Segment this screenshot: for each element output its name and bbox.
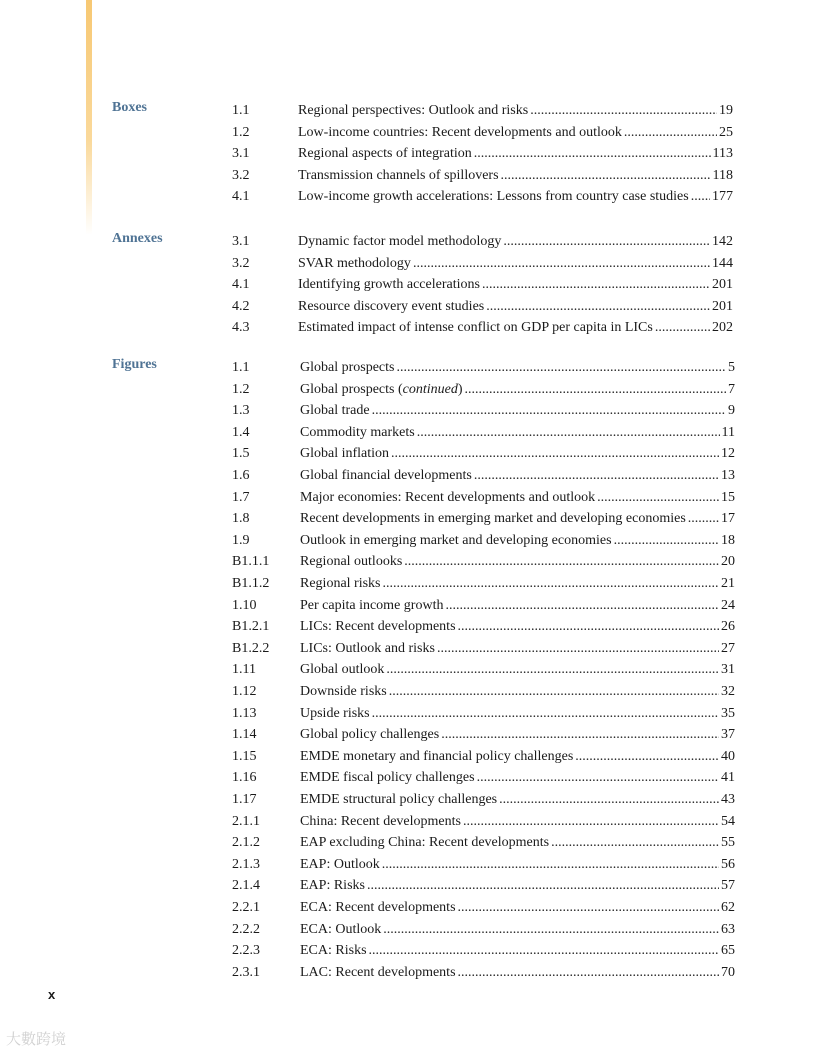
entry-number: 1.12 — [232, 684, 257, 699]
entry-page: 24 — [721, 597, 735, 613]
section-title-figures: Figures — [112, 357, 157, 372]
entry-number: 4.1 — [232, 277, 250, 293]
page-number: x — [48, 987, 56, 1002]
entry-title: Low-income growth accelerations: Lessons from country case studies — [298, 189, 689, 205]
toc-entry[interactable] — [0, 379, 816, 401]
dot-leader — [391, 443, 719, 465]
entry-title: EMDE monetary and financial policy challenges — [300, 748, 574, 764]
entry-page: 113 — [712, 146, 733, 162]
entry-title-row — [300, 940, 735, 962]
entry-title-row — [300, 681, 735, 703]
dot-leader — [688, 508, 719, 530]
entry-title-row — [298, 296, 733, 318]
entry-title-row — [300, 595, 735, 617]
entry-number: 1.1 — [232, 360, 250, 375]
entry-title: LICs: Outlook and risks — [300, 640, 435, 656]
entry-title-row — [300, 962, 735, 984]
entry-number: B1.2.2 — [232, 640, 270, 656]
entry-page: 63 — [721, 921, 735, 937]
entry-page: 41 — [721, 770, 735, 786]
dot-leader — [413, 253, 710, 275]
dot-leader — [477, 767, 719, 789]
toc-entry[interactable] — [0, 962, 816, 984]
dot-leader — [417, 422, 720, 444]
dot-leader — [486, 296, 710, 318]
toc-entry[interactable] — [0, 186, 816, 208]
entry-title: Resource discovery event studies — [298, 298, 485, 314]
entry-title-row — [298, 253, 733, 275]
entry-title: Regional aspects of integration — [298, 146, 472, 162]
dot-leader — [691, 186, 710, 208]
entry-title: Transmission channels of spillovers — [298, 167, 499, 183]
entry-title: ECA: Recent developments — [300, 900, 456, 915]
entry-title: Global inflation — [300, 446, 390, 462]
dot-leader — [655, 317, 710, 339]
entry-title: Estimated impact of intense conflict on GDP per capita in LICs — [298, 320, 653, 336]
entry-page: 40 — [721, 748, 735, 764]
entry-number: 1.11 — [232, 662, 256, 678]
entry-title: Recent developments in emerging market and developing economies — [300, 511, 686, 527]
toc-entry[interactable] — [0, 122, 816, 144]
toc-entry[interactable] — [0, 811, 816, 833]
dot-leader — [383, 919, 719, 941]
entry-title: ECA: Risks — [300, 943, 367, 959]
entry-title: Regional outlooks — [300, 554, 403, 570]
entry-page: 70 — [721, 964, 735, 980]
entry-number: 1.15 — [232, 748, 257, 764]
entry-number: 2.1.4 — [232, 878, 260, 894]
entry-title: Per capita income growth — [300, 597, 444, 613]
toc-entry[interactable] — [0, 253, 816, 275]
dot-leader — [575, 746, 719, 768]
entry-number: 1.16 — [232, 770, 257, 786]
entry-number: 4.3 — [232, 320, 250, 336]
entry-number: 4.2 — [232, 298, 250, 314]
toc-entry[interactable] — [0, 724, 816, 746]
toc-entry[interactable] — [0, 551, 816, 573]
entry-title: SVAR methodology — [298, 255, 411, 271]
entry-title-row — [298, 122, 733, 144]
dot-leader — [463, 811, 719, 833]
toc-entry[interactable] — [0, 897, 816, 919]
entry-number: 3.2 — [232, 167, 250, 183]
entry-title-row — [300, 357, 735, 379]
entry-number: 1.2 — [232, 124, 250, 140]
toc-entry[interactable] — [0, 143, 816, 165]
entry-title: EMDE fiscal policy challenges — [300, 770, 475, 786]
toc-entry[interactable] — [0, 231, 816, 253]
entry-title-row — [298, 143, 733, 165]
dot-leader — [372, 400, 726, 422]
entry-title-row — [300, 897, 735, 919]
entry-title-row — [298, 165, 733, 187]
toc-entry[interactable] — [0, 659, 816, 681]
toc-entry[interactable] — [0, 165, 816, 187]
entry-page: 142 — [712, 234, 733, 249]
entry-title-row — [298, 317, 733, 339]
entry-number: 1.1 — [232, 103, 250, 118]
entry-title-row — [300, 789, 735, 811]
entry-page: 21 — [721, 576, 735, 591]
entry-title-row — [300, 422, 735, 444]
entry-number: 1.17 — [232, 792, 257, 807]
entry-title: Global trade — [300, 403, 370, 419]
entry-title-row — [300, 703, 735, 725]
entry-page: 32 — [721, 684, 735, 699]
entry-title-row — [300, 530, 735, 552]
entry-title: ECA: Outlook — [300, 921, 382, 937]
entry-page: 54 — [721, 813, 735, 829]
entry-number: 2.3.1 — [232, 964, 260, 980]
entry-page: 9 — [728, 403, 735, 419]
entry-title-row — [300, 659, 735, 681]
entry-number: 1.3 — [232, 403, 250, 419]
entry-title-row — [300, 551, 735, 573]
entry-title-row — [300, 638, 735, 660]
toc-entry[interactable] — [0, 296, 816, 318]
dot-leader — [437, 638, 719, 660]
toc-entry[interactable] — [0, 100, 816, 122]
entry-page: 5 — [728, 360, 735, 375]
entry-page: 27 — [721, 640, 735, 656]
entry-title: Identifying growth accelerations — [298, 277, 480, 293]
entry-number: 2.1.3 — [232, 856, 260, 872]
entry-title-row — [300, 487, 735, 509]
dot-leader — [499, 789, 719, 811]
entry-number: 1.2 — [232, 381, 250, 397]
entry-title-row — [300, 875, 735, 897]
entry-title: LAC: Recent developments — [300, 964, 456, 980]
entry-page: 144 — [712, 255, 733, 271]
toc-entry[interactable] — [0, 767, 816, 789]
dot-leader — [465, 379, 726, 401]
entry-title: Regional perspectives: Outlook and risks — [298, 103, 529, 118]
entry-page: 201 — [712, 277, 733, 293]
entry-page: 19 — [719, 103, 733, 118]
entry-number: 2.2.1 — [232, 900, 260, 915]
entry-title-row — [298, 231, 733, 253]
entry-title-row — [300, 443, 735, 465]
entry-number: 1.9 — [232, 532, 250, 548]
entry-title-row — [300, 724, 735, 746]
entry-title-row — [300, 508, 735, 530]
entry-title: Global prospects (continued) — [300, 381, 463, 397]
toc-entry[interactable] — [0, 400, 816, 422]
dot-leader — [624, 122, 717, 144]
entry-page: 118 — [712, 167, 733, 183]
toc-entry[interactable] — [0, 919, 816, 941]
entry-page: 201 — [712, 298, 733, 314]
entry-title: Global policy challenges — [300, 727, 440, 743]
entry-page: 18 — [721, 532, 735, 548]
entry-title: EAP: Outlook — [300, 856, 380, 872]
dot-leader — [458, 616, 719, 638]
entry-page: 55 — [721, 835, 735, 851]
entry-title: Global financial developments — [300, 468, 472, 483]
entry-title-row — [300, 465, 735, 487]
dot-leader — [551, 832, 719, 854]
entry-title-row — [300, 400, 735, 422]
toc-entry[interactable] — [0, 832, 816, 854]
entry-title: EAP excluding China: Recent developments — [300, 835, 550, 851]
entry-title-row — [300, 746, 735, 768]
entry-page: 15 — [721, 489, 735, 505]
entry-number: 1.10 — [232, 597, 257, 613]
dot-leader — [445, 595, 719, 617]
entry-page: 62 — [721, 900, 735, 915]
toc-entry[interactable] — [0, 595, 816, 617]
entry-page: 17 — [721, 511, 735, 527]
entry-title: EAP: Risks — [300, 878, 365, 894]
entry-title-row — [300, 573, 735, 595]
entry-title: Commodity markets — [300, 424, 415, 440]
dot-leader — [367, 875, 719, 897]
entry-number: 1.6 — [232, 468, 250, 483]
entry-page: 31 — [721, 662, 735, 678]
entry-title-row — [300, 832, 735, 854]
entry-number: 2.1.1 — [232, 813, 260, 829]
entry-page: 37 — [721, 727, 735, 743]
entry-title: Outlook in emerging market and developing economies — [300, 532, 612, 548]
entry-title: Downside risks — [300, 684, 387, 699]
entry-number: B1.2.1 — [232, 619, 270, 635]
entry-title-row — [298, 274, 733, 296]
dot-leader — [389, 681, 719, 703]
dot-leader — [396, 357, 726, 379]
toc-entry[interactable] — [0, 746, 816, 768]
entry-page: 11 — [721, 424, 735, 440]
toc-entry[interactable] — [0, 703, 816, 725]
entry-title-row — [300, 379, 735, 401]
dot-leader — [614, 530, 719, 552]
section-title-annexes: Annexes — [112, 231, 163, 246]
toc-entry[interactable] — [0, 274, 816, 296]
entry-title: LICs: Recent developments — [300, 619, 456, 635]
dot-leader — [382, 854, 719, 876]
entry-number: 3.2 — [232, 255, 250, 271]
toc-entry[interactable] — [0, 875, 816, 897]
entry-number: 3.1 — [232, 234, 250, 249]
dot-leader — [474, 465, 719, 487]
dot-leader — [372, 703, 719, 725]
dot-leader — [441, 724, 719, 746]
entry-title-row — [298, 186, 733, 208]
dot-leader — [369, 940, 719, 962]
entry-number: 1.14 — [232, 727, 257, 743]
dot-leader — [458, 962, 719, 984]
entry-number: 1.13 — [232, 705, 257, 721]
entry-page: 12 — [721, 446, 735, 462]
entry-page: 57 — [721, 878, 735, 894]
entry-page: 20 — [721, 554, 735, 570]
entry-number: B1.1.2 — [232, 576, 270, 591]
entry-number: B1.1.1 — [232, 554, 270, 570]
entry-page: 26 — [721, 619, 735, 635]
dot-leader — [386, 659, 719, 681]
entry-title: China: Recent developments — [300, 813, 461, 829]
entry-number: 1.8 — [232, 511, 250, 527]
entry-number: 2.1.2 — [232, 835, 260, 851]
toc-entry[interactable] — [0, 940, 816, 962]
toc-entry[interactable] — [0, 357, 816, 379]
section-title-boxes: Boxes — [112, 100, 147, 115]
dot-leader — [383, 573, 720, 595]
entry-title: EMDE structural policy challenges — [300, 792, 498, 807]
entry-title-row — [300, 854, 735, 876]
entry-title-row — [298, 100, 733, 122]
entry-number: 3.1 — [232, 146, 250, 162]
entry-title: Dynamic factor model methodology — [298, 234, 502, 249]
entry-title-row — [300, 811, 735, 833]
entry-page: 56 — [721, 856, 735, 872]
entry-title-row — [300, 919, 735, 941]
entry-number: 1.5 — [232, 446, 250, 462]
entry-page: 202 — [712, 320, 733, 336]
entry-page: 35 — [721, 705, 735, 721]
toc-entry[interactable] — [0, 573, 816, 595]
entry-title: Upside risks — [300, 705, 370, 721]
toc-entry[interactable] — [0, 789, 816, 811]
toc-entry[interactable] — [0, 638, 816, 660]
toc-entry[interactable] — [0, 465, 816, 487]
toc-entry[interactable] — [0, 487, 816, 509]
toc-entry[interactable] — [0, 530, 816, 552]
entry-number: 4.1 — [232, 189, 250, 205]
entry-title: Low-income countries: Recent developments and outlook — [298, 124, 622, 140]
entry-page: 25 — [719, 124, 733, 140]
entry-title-row — [300, 616, 735, 638]
entry-title: Global outlook — [300, 662, 385, 678]
dot-leader — [503, 231, 710, 253]
entry-title: Major economies: Recent developments and outlook — [300, 489, 596, 505]
dot-leader — [404, 551, 719, 573]
watermark: 大數跨境 — [6, 1030, 67, 1048]
entry-page: 177 — [712, 189, 733, 205]
toc-entry[interactable] — [0, 443, 816, 465]
entry-title: Global prospects — [300, 360, 395, 375]
entry-number: 1.4 — [232, 424, 250, 440]
dot-leader — [482, 274, 710, 296]
entry-page: 13 — [721, 468, 735, 483]
toc-entry[interactable] — [0, 681, 816, 703]
toc-entry[interactable] — [0, 854, 816, 876]
dot-leader — [474, 143, 711, 165]
toc-entry[interactable] — [0, 616, 816, 638]
dot-leader — [597, 487, 719, 509]
entry-page: 65 — [721, 943, 735, 959]
entry-number: 2.2.2 — [232, 921, 260, 937]
entry-number: 2.2.3 — [232, 943, 260, 959]
toc-entry[interactable] — [0, 317, 816, 339]
entry-title: Regional risks — [300, 576, 381, 591]
entry-number: 1.7 — [232, 489, 250, 505]
dot-leader — [530, 100, 717, 122]
dot-leader — [501, 165, 711, 187]
toc-entry[interactable] — [0, 508, 816, 530]
toc-entry[interactable] — [0, 422, 816, 444]
entry-page: 7 — [728, 381, 735, 397]
dot-leader — [458, 897, 719, 919]
entry-title-row — [300, 767, 735, 789]
entry-page: 43 — [721, 792, 735, 807]
